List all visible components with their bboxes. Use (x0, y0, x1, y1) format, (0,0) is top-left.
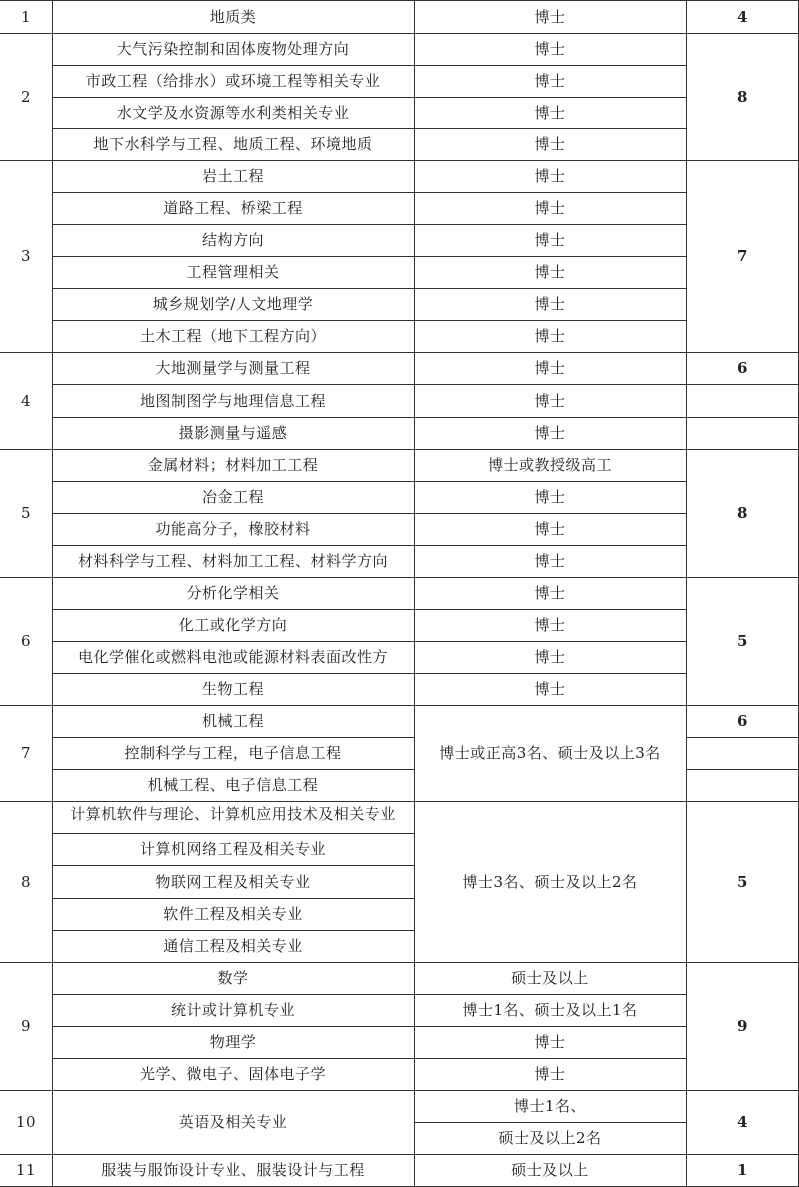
count-cell: 6 (737, 359, 748, 377)
degree-cell: 博士1名、 (513, 1097, 587, 1115)
degree-cell: 硕士及以上2名 (498, 1129, 602, 1147)
degree-cell: 博士 (534, 72, 566, 90)
major-cell: 分析化学相关 (186, 584, 280, 602)
count-cell: 5 (737, 872, 748, 891)
degree-cell: 博士 (534, 135, 566, 153)
group-number: 4 (20, 391, 32, 410)
major-cell: 统计或计算机专业 (170, 1001, 295, 1019)
degree-cell: 博士 (534, 295, 566, 313)
major-cell: 功能高分子，橡胶材料 (155, 520, 311, 538)
major-cell: 光学、微电子、固体电子学 (139, 1065, 326, 1083)
count-cell: 4 (737, 1113, 748, 1131)
degree-cell: 博士 (534, 424, 566, 442)
degree-cell: 博士 (534, 8, 566, 26)
degree-cell: 博士 (534, 648, 566, 666)
major-cell: 计算机软件与理论、计算机应用技术及相关专业 (70, 805, 396, 823)
degree-cell: 博士 (534, 1033, 566, 1051)
count-cell: 8 (737, 504, 748, 522)
major-cell: 大地测量学与测量工程 (155, 359, 311, 377)
group-number: 1 (20, 8, 32, 26)
group-number: 2 (20, 87, 32, 106)
degree-cell: 博士 (534, 391, 566, 410)
major-cell: 控制科学与工程，电子信息工程 (124, 744, 342, 762)
major-cell: 岩土工程 (201, 167, 264, 185)
degree-cell: 博士 (534, 552, 566, 570)
degree-cell: 博士 (534, 680, 566, 698)
degree-cell: 博士 (534, 199, 566, 217)
count-cell: 1 (737, 1161, 748, 1179)
degree-cell: 博士3名、硕士及以上2名 (462, 872, 638, 891)
major-cell: 物理学 (209, 1033, 257, 1051)
group-number: 11 (15, 1161, 37, 1179)
major-cell: 金属材料；材料加工工程 (147, 456, 319, 474)
degree-cell: 博士 (534, 1065, 566, 1083)
major-cell: 电化学催化或燃料电池或能源材料表面改性方 (77, 648, 388, 666)
major-cell: 英语及相关专业 (178, 1113, 288, 1131)
major-cell: 市政工程（给排水）或环境工程等相关专业 (85, 72, 381, 90)
row-divider (686, 769, 799, 770)
row-divider (686, 737, 799, 738)
degree-cell: 博士 (534, 231, 566, 249)
degree-cell: 博士 (534, 520, 566, 538)
degree-cell: 博士1名、硕士及以上1名 (462, 1001, 638, 1019)
major-cell: 土木工程（地下工程方向） (139, 327, 326, 345)
major-cell: 机械工程 (201, 712, 264, 730)
degree-cell: 博士 (534, 40, 566, 58)
major-cell: 水文学及水资源等水利类相关专业 (116, 103, 350, 122)
major-cell: 大气污染控制和固体废物处理方向 (116, 40, 350, 58)
degree-cell: 博士 (534, 616, 566, 634)
degree-cell: 博士或教授级高工 (487, 456, 612, 474)
group-number: 6 (20, 632, 32, 650)
major-cell: 地下水科学与工程、地质工程、环境地质 (93, 135, 373, 153)
major-cell: 工程管理相关 (186, 263, 280, 281)
count-cell: 4 (737, 8, 748, 26)
degree-cell: 博士 (534, 327, 566, 345)
major-cell: 机械工程、电子信息工程 (147, 776, 319, 794)
count-cell: 7 (737, 247, 748, 265)
degree-cell: 博士 (534, 103, 566, 122)
row-divider (686, 384, 799, 385)
degree-cell: 博士 (534, 584, 566, 602)
major-cell: 结构方向 (201, 231, 264, 249)
major-cell: 城乡规划学/人文地理学 (152, 295, 314, 313)
group-number: 5 (20, 504, 32, 522)
group-number: 3 (20, 247, 32, 265)
group-number: 7 (20, 744, 32, 762)
degree-cell: 博士 (534, 167, 566, 185)
degree-cell: 硕士及以上 (511, 969, 589, 987)
major-cell: 服装与服饰设计专业、服装设计与工程 (101, 1161, 365, 1179)
major-cell: 计算机网络工程及相关专业 (139, 840, 326, 858)
major-cell: 冶金工程 (201, 488, 264, 506)
degree-cell: 博士 (534, 488, 566, 506)
row-divider (686, 417, 799, 418)
major-cell: 物联网工程及相关专业 (155, 872, 311, 891)
degree-cell: 硕士及以上 (511, 1161, 589, 1179)
major-cell: 地质类 (209, 8, 257, 26)
major-cell: 地图制图学与地理信息工程 (139, 391, 326, 410)
major-cell: 软件工程及相关专业 (163, 905, 303, 923)
major-cell: 通信工程及相关专业 (163, 937, 303, 955)
major-cell: 摄影测量与遥感 (178, 424, 288, 442)
major-cell: 道路工程、桥梁工程 (163, 199, 303, 217)
major-cell: 化工或化学方向 (178, 616, 288, 634)
count-cell: 5 (737, 632, 748, 650)
group-number: 10 (15, 1113, 37, 1131)
group-number: 8 (20, 872, 32, 891)
degree-cell: 博士或正高3名、硕士及以上3名 (439, 744, 661, 762)
degree-cell: 博士 (534, 359, 566, 377)
major-cell: 生物工程 (201, 680, 264, 698)
degree-cell: 博士 (534, 263, 566, 281)
count-cell: 9 (737, 1017, 748, 1035)
count-cell: 6 (737, 712, 748, 730)
group-number: 9 (20, 1017, 32, 1035)
major-cell: 数学 (217, 969, 249, 987)
major-cell: 材料科学与工程、材料加工工程、材料学方向 (77, 552, 388, 570)
count-cell: 8 (737, 87, 748, 106)
